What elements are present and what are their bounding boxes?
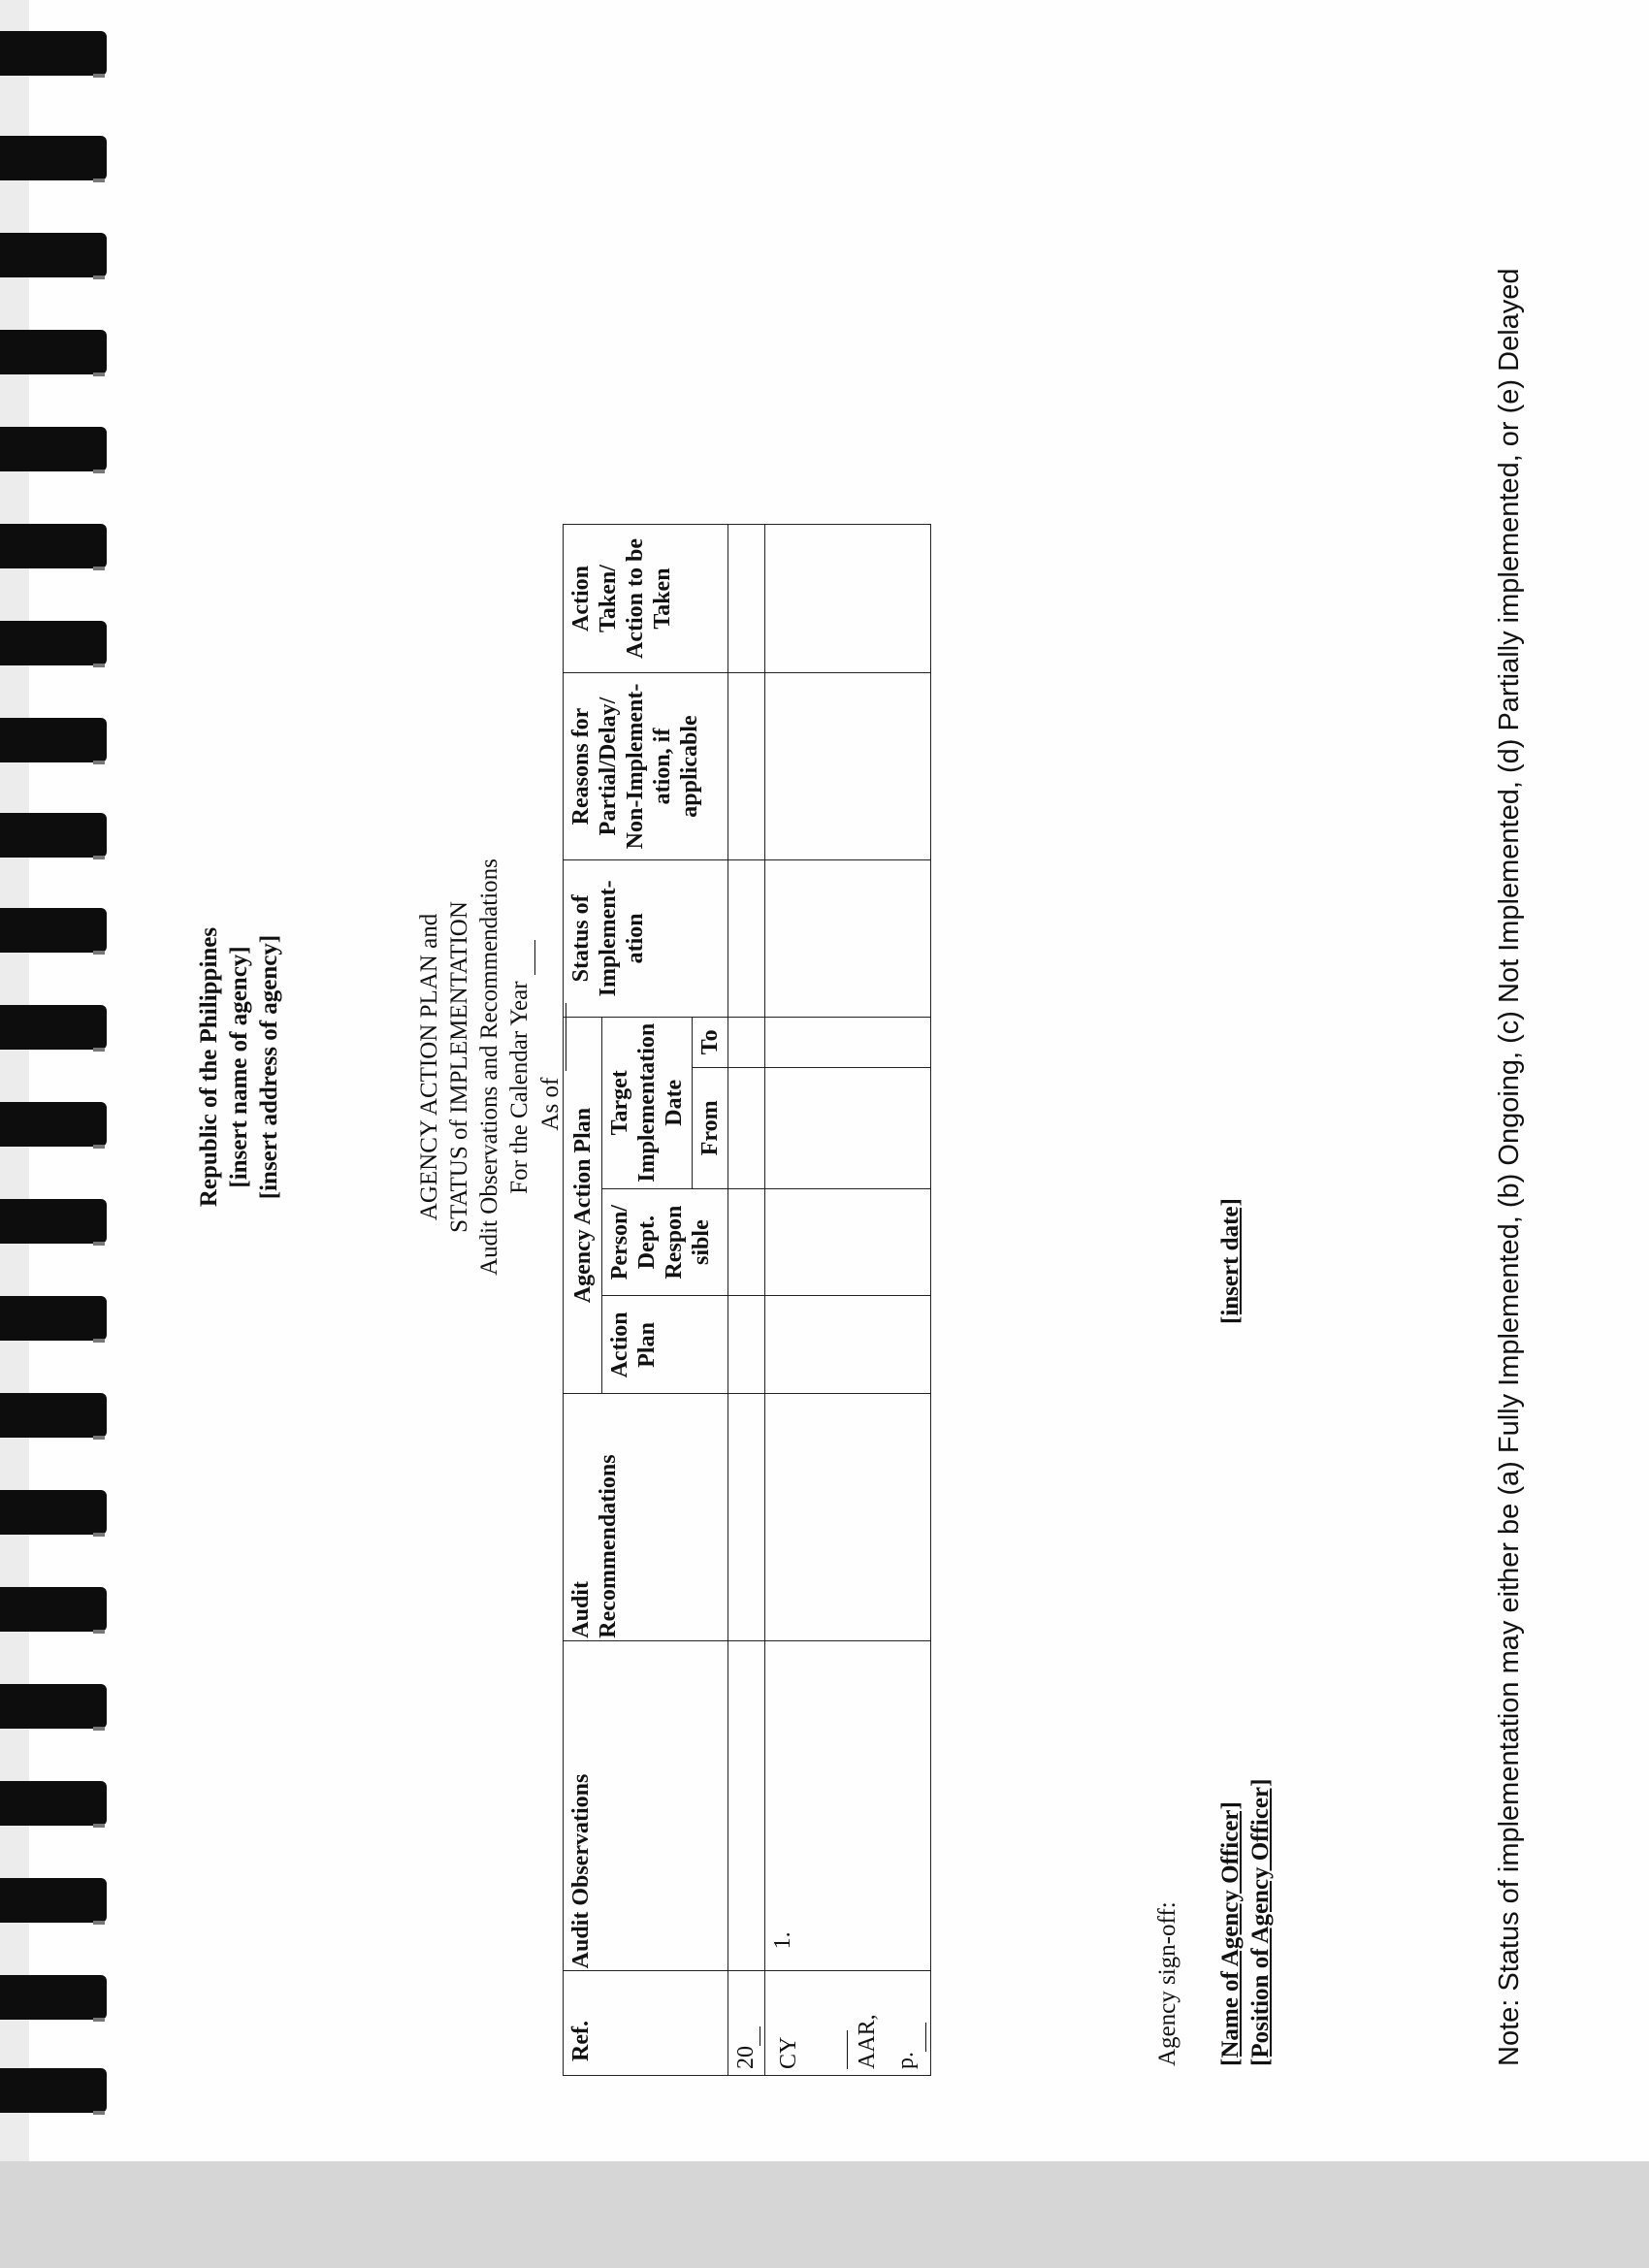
binding-tab (0, 621, 107, 665)
status-note: Note: Status of implementation may either be (a) Fully Implemented, (b) Ongoing, (c) Not Implemented, (d) Partially implemented, or (e) Delayed (1494, 268, 1525, 2066)
binding-tab (0, 718, 107, 762)
col-from-header: From (693, 1067, 728, 1188)
agency-address-line: [insert address of agency] (256, 934, 282, 1200)
binding-tab (0, 1878, 107, 1923)
row-cy: CY (776, 2036, 801, 2069)
title-line4: For the Calendar Year (504, 0, 535, 2134)
binding-tab (0, 1975, 107, 2020)
row-p: p. (893, 2052, 919, 2069)
title-line1: AGENCY ACTION PLAN and (416, 913, 442, 1221)
binding-tab (0, 813, 107, 858)
row-year-cell: 20 (728, 1971, 765, 2076)
col-ref-header: Ref. (564, 1971, 728, 2076)
binding-tab (0, 1005, 107, 1050)
col-action-plan-header: Action Plan (602, 1296, 728, 1394)
signoff-position: [Position of Agency Officer] (1247, 1778, 1274, 2066)
rotated-form (165, 0, 1571, 2134)
row-item-cell: 1. (765, 1640, 931, 1971)
signoff-date: [insert date] (1217, 1198, 1244, 1324)
row-aar: AAR, (855, 2014, 880, 2069)
col-status-header: Status of Implement-ation (564, 859, 728, 1017)
col-target-date-header: Target Implementation Date (602, 1017, 693, 1188)
title-line5: As of (535, 0, 566, 2134)
col-person-header: Person/ Dept. Respon sible (602, 1188, 728, 1296)
signoff-name: [Name of Agency Officer] (1217, 1801, 1244, 2066)
col-to-header: To (693, 1017, 728, 1067)
binding-tab (0, 1587, 107, 1632)
country-line: Republic of the Philippines (196, 926, 222, 1208)
title-line3: Audit Observations and Recommendations (476, 859, 502, 1276)
binding-tab (0, 136, 107, 180)
binding-tab (0, 524, 107, 568)
table-row (765, 525, 931, 2076)
row-ref-cell (765, 1971, 931, 2076)
agency-header (194, 0, 284, 2134)
binding-tab (0, 1296, 107, 1341)
form-title (414, 0, 566, 2134)
binding-tab (0, 2068, 107, 2113)
col-agency-action-plan-header: Agency Action Plan (564, 1017, 602, 1394)
binding-tab (0, 31, 107, 76)
col-reasons-header: Reasons for Partial/Delay/ Non-Implement-ation, if applicable (564, 673, 728, 860)
table-row (728, 525, 765, 2076)
binding-tab (0, 1684, 107, 1729)
binding-tab (0, 427, 107, 471)
binding-tab (0, 1393, 107, 1438)
binding-tab (0, 233, 107, 277)
action-plan-table (563, 524, 931, 2076)
title-line2: STATUS of IMPLEMENTATION (446, 901, 472, 1233)
binding-tab (0, 1199, 107, 1244)
agency-name-line: [insert name of agency] (226, 946, 252, 1188)
col-observations-header: Audit Observations (564, 1640, 728, 1971)
binding-tab (0, 1102, 107, 1147)
year-blank (504, 940, 535, 975)
binding-tab (0, 908, 107, 953)
col-action-taken-header: Action Taken/ Action to be Taken (564, 525, 728, 673)
scan-shadow (0, 2161, 1649, 2268)
signoff-label: Agency sign-off: (1154, 1901, 1180, 2066)
binding-tab (0, 330, 107, 374)
col-recommendations-header: Audit Recommendations (564, 1394, 728, 1640)
spiral-binding (0, 0, 68, 2163)
binding-tab (0, 1781, 107, 1826)
binding-tab (0, 1490, 107, 1535)
